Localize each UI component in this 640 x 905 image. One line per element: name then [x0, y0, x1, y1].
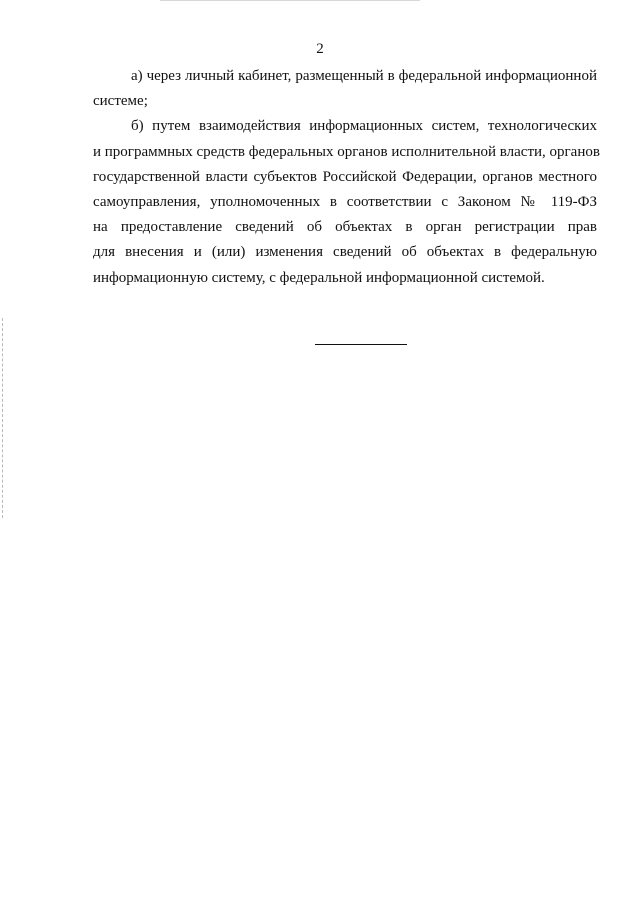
paragraph-a — [93, 64, 597, 114]
paragraph-line: и программных средств федеральных органов исполнительной власти, органов — [93, 143, 600, 160]
paragraph-line: информационную систему, с федеральной информационной системой. — [93, 269, 545, 286]
page-number: 2 — [316, 41, 324, 57]
scan-edge-left — [2, 318, 3, 518]
paragraph-line: а) через личный кабинет, размещенный в федеральной информационной — [131, 68, 597, 84]
paragraph-b — [93, 114, 600, 290]
end-separator-line — [315, 344, 407, 345]
paragraph-line: самоуправления, уполномоченных в соответствии с Законом № 119-ФЗ — [93, 194, 597, 211]
paragraph-line: системе; — [93, 93, 148, 110]
paragraph-line: на предоставление сведений об объектах в орган регистрации прав — [93, 219, 597, 236]
paragraph-line: для внесения и (или) изменения сведений об объектах в федеральную — [93, 244, 597, 261]
scan-edge-top — [160, 0, 420, 1]
paragraph-line: б) путем взаимодействия информационных систем, технологических — [131, 118, 597, 135]
document-body — [93, 64, 600, 291]
paragraph-line: государственной власти субъектов Российской Федерации, органов местного — [93, 168, 597, 185]
